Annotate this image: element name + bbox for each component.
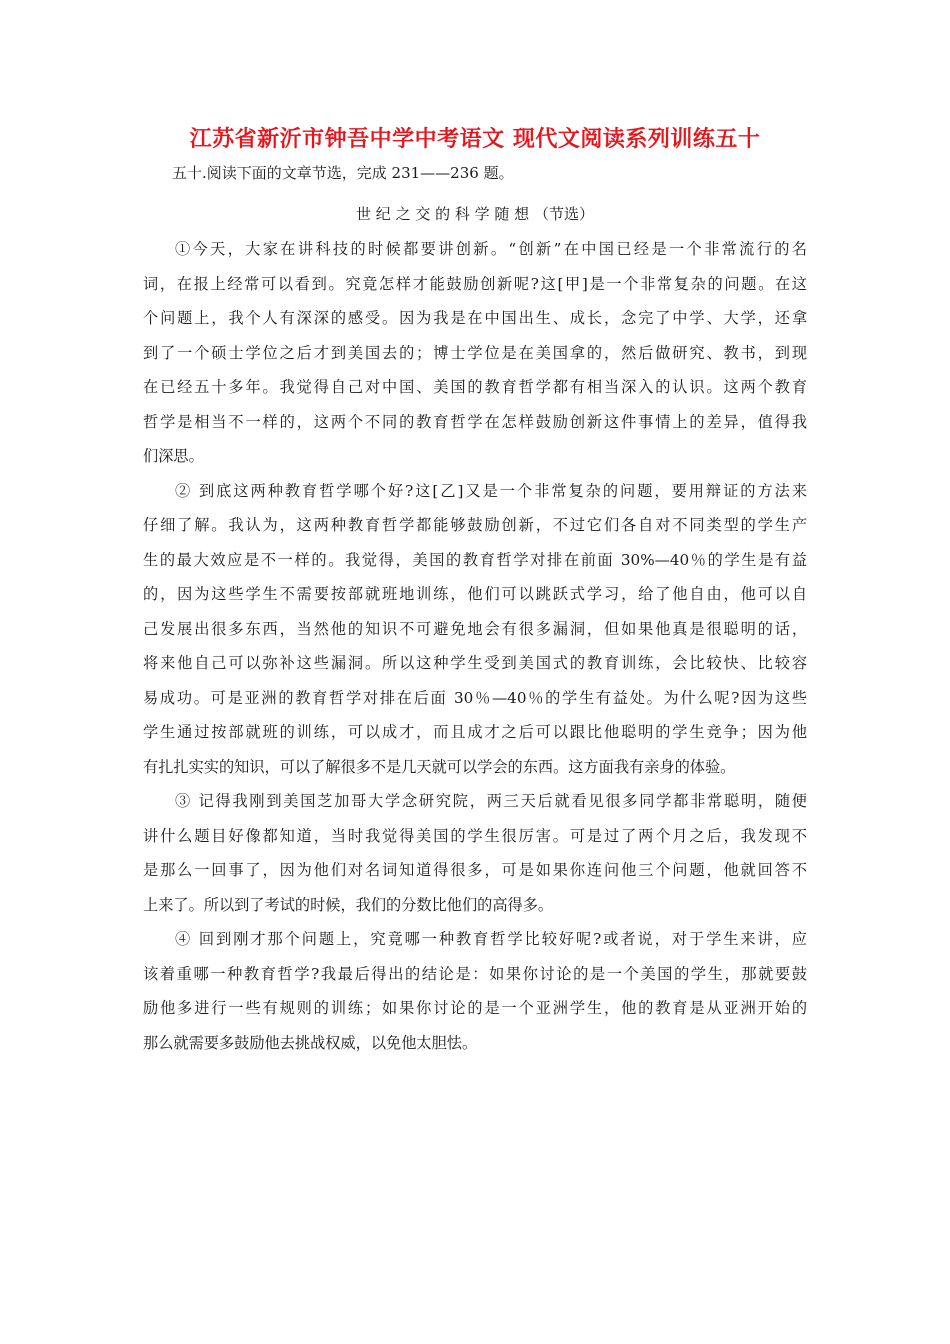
text-line: 己发展出很多东西，当然他的知识不可避免地会有很多漏洞，但如果他真是很聪明的话，	[143, 619, 807, 638]
paragraph-4	[143, 922, 807, 1060]
text-line: 励他多进行一些有规则的训练；如果你讨论的是一个亚洲学生，他的教育是从亚洲开始的	[143, 999, 807, 1017]
text-line: 哲学是相当不一样的，这两个不同的教育哲学在怎样鼓励创新这件事情上的差异，值得我	[143, 412, 807, 431]
paragraph-2	[143, 474, 807, 785]
text-line: 个问题上，我个人有深深的感受。因为我是在中国出生、成长，念完了中学、大学，还拿	[143, 309, 807, 327]
text-line: 学生通过按部就班的训练，可以成才，而且成才之后可以跟比他聪明的学生竞争；因为他	[143, 723, 807, 741]
text-line: 到了一个硕士学位之后才到美国去的；博士学位是在美国拿的，然后做研究、教书，到现	[143, 343, 807, 362]
text-line: 词，在报上经常可以看到。究竟怎样才能鼓励创新呢?这[甲]是一个非常复杂的问题。在这	[143, 274, 807, 293]
text-line: 有扎扎实实的知识，可以了解很多不是几天就可以学会的东西。这方面我有亲身的体验。	[143, 757, 736, 776]
text-line: 们深思。	[143, 447, 204, 465]
text-line: 该着重哪一种教育哲学?我最后得出的结论是：如果你讨论的是一个美国的学生，那就要鼓	[143, 964, 807, 983]
text-line: 的，因为这些学生不需要按部就班地训练，他们可以跳跃式学习，给了他自由，他可以自	[143, 585, 807, 603]
text-line: ③ 记得我刚到美国芝加哥大学念研究院，两三天后就看见很多同学都非常聪明，随便	[175, 792, 807, 810]
text-line: 仔细了解。我认为，这两种教育哲学都能够鼓励创新，不过它们各自对不同类型的学生产	[143, 516, 807, 534]
text-line: ② 到底这两种教育哲学哪个好?这[乙]又是一个非常复杂的问题，要用辩证的方法来	[175, 481, 807, 500]
paragraph-1	[143, 232, 807, 474]
paragraph-3	[143, 784, 807, 922]
article-body	[143, 232, 807, 1060]
text-line: 易成功。可是亚洲的教育哲学对排在后面 30％—40％的学生有益处。为什么呢?因为这些	[143, 688, 807, 707]
text-line: ①今天，大家在讲科技的时候都要讲创新。“创新”在中国已经是一个非常流行的名	[175, 240, 807, 258]
exercise-intro: 五十.阅读下面的文章节选，完成 231——236 题。	[172, 164, 514, 182]
text-line: 上来了。所以到了考试的时候，我们的分数比他们的高得多。	[143, 895, 554, 914]
text-line: 那么就需要多鼓励他去挑战权威，以免他太胆怯。	[143, 1033, 478, 1052]
text-line: 生的最大效应是不一样的。我觉得，美国的教育哲学对排在前面 30%—40％的学生是有益	[143, 550, 807, 569]
text-line: 是那么一回事了，因为他们对名词知道得很多，可是如果你连问他三个问题，他就回答不	[143, 861, 807, 879]
text-line: 将来他自己可以弥补这些漏洞。所以这种学生受到美国式的教育训练，会比较快、比较容	[143, 654, 807, 672]
text-line: ④ 回到刚才那个问题上，究竟哪一种教育哲学比较好呢?或者说，对于学生来讲，应	[175, 930, 807, 948]
article-subtitle: 世 纪 之 交 的 科 学 随 想 （节选）	[356, 205, 594, 223]
text-line: 在已经五十多年。我觉得自己对中国、美国的教育哲学都有相当深入的认识。这两个教育	[143, 378, 807, 396]
text-line: 讲什么题目好像都知道，当时我觉得美国的学生很厉害。可是过了两个月之后，我发现不	[143, 826, 807, 845]
document-title: 江苏省新沂市钟吾中学中考语文 现代文阅读系列训练五十	[189, 127, 761, 152]
